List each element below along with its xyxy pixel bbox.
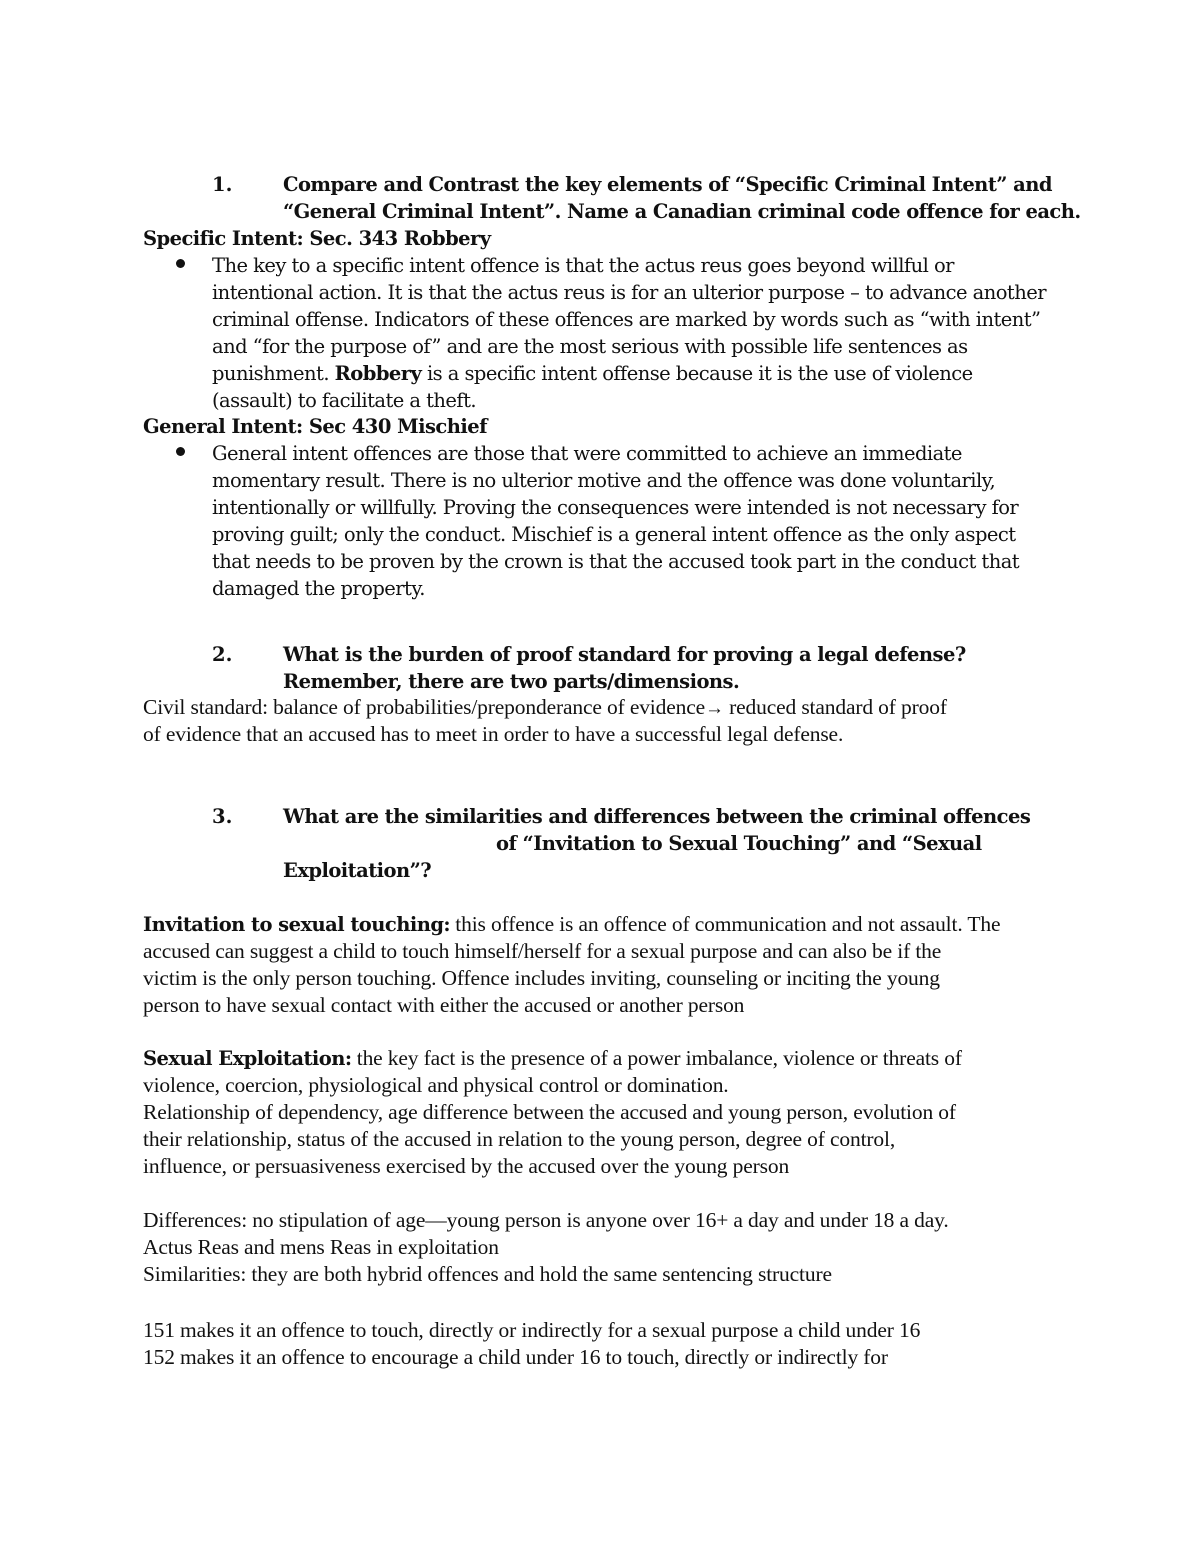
question-3-number: 3. <box>212 805 233 828</box>
exploitation-line: influence, or persuasiveness exercised by the accused over the young person <box>143 1154 790 1178</box>
question-2-line-1: What is the burden of proof standard for proving a legal defense? <box>283 643 966 666</box>
arrow-right-icon: → <box>705 698 724 719</box>
text-fragment: this offence is an offence of communication and not assault. The <box>450 912 1001 936</box>
specific-intent-text-line: and “for the purpose of” and are the most serious with possible life sentences as <box>212 335 968 358</box>
question-1-number: 1. <box>212 173 233 196</box>
specific-intent-text-line: criminal offense. Indicators of these offences are marked by words such as “with intent” <box>212 308 1041 331</box>
text-fragment: reduced standard of proof <box>723 695 947 719</box>
bullet-icon <box>176 259 185 268</box>
general-intent-text-line: momentary result. There is no ulterior motive and the offence was done voluntarily, <box>212 469 996 492</box>
general-intent-heading: General Intent: Sec 430 Mischief <box>143 415 487 438</box>
specific-intent-text-line: intentional action. It is that the actus reus is for an ulterior purpose – to advance another <box>212 281 1046 304</box>
general-intent-text-line: intentionally or willfully. Proving the consequences were intended is not necessary for <box>212 496 1019 519</box>
specific-intent-text-line: The key to a specific intent offence is that the actus reus goes beyond willful or <box>212 254 954 277</box>
question-2-number: 2. <box>212 643 233 666</box>
text-fragment: the key fact is the presence of a power imbalance, violence or threats of <box>351 1046 962 1070</box>
differences-line: Differences: no stipulation of age—young person is anyone over 16+ a day and under 18 a day. <box>143 1208 949 1232</box>
question-3-line-1: What are the similarities and differences between the criminal offences <box>283 805 1031 828</box>
similarities-line: Similarities: they are both hybrid offences and hold the same sentencing structure <box>143 1262 832 1286</box>
invitation-line: accused can suggest a child to touch himself/herself for a sexual purpose and can also be if the <box>143 939 942 963</box>
specific-intent-text-line <box>212 360 973 387</box>
section-152-line: 152 makes it an offence to encourage a child under 16 to touch, directly or indirectly for <box>143 1345 888 1369</box>
general-intent-text-line: proving guilt; only the conduct. Mischief is a general intent offence as the only aspect <box>212 523 1016 546</box>
invitation-line: person to have sexual contact with either the accused or another person <box>143 993 745 1017</box>
general-intent-text-line: damaged the property. <box>212 577 425 600</box>
text-fragment: punishment. <box>212 362 335 385</box>
question-3-line-2: of “Invitation to Sexual Touching” and “Sexual <box>496 832 982 855</box>
robbery-bold-term: Robbery <box>334 362 422 385</box>
question-1-line-1: Compare and Contrast the key elements of “Specific Criminal Intent” and <box>283 173 1052 196</box>
actus-reas-line: Actus Reas and mens Reas in exploitation <box>143 1235 499 1259</box>
section-151-line: 151 makes it an offence to touch, directly or indirectly for a sexual purpose a child under 16 <box>143 1318 921 1342</box>
specific-intent-heading: Specific Intent: Sec. 343 Robbery <box>143 227 491 250</box>
question-2-answer-line-2: of evidence that an accused has to meet in order to have a successful legal defense. <box>143 722 844 746</box>
invitation-line-1 <box>143 911 1000 938</box>
general-intent-text-line: that needs to be proven by the crown is that the accused took part in the conduct that <box>212 550 1020 573</box>
invitation-label: Invitation to sexual touching: <box>143 913 451 936</box>
exploitation-line: their relationship, status of the accused in relation to the young person, degree of control, <box>143 1127 896 1151</box>
specific-intent-text-line: (assault) to facilitate a theft. <box>212 389 477 412</box>
question-1-line-2: “General Criminal Intent”. Name a Canadian criminal code offence for each. <box>283 200 1081 223</box>
exploitation-line-1 <box>143 1045 962 1072</box>
text-fragment: Civil standard: balance of probabilities/preponderance of evidence <box>143 695 706 719</box>
text-fragment: is a specific intent offense because it is the use of violence <box>421 362 973 385</box>
invitation-line: victim is the only person touching. Offence includes inviting, counseling or inciting the young <box>143 966 940 990</box>
exploitation-label: Sexual Exploitation: <box>143 1047 352 1070</box>
question-2-answer-line-1 <box>143 694 947 722</box>
exploitation-line: Relationship of dependency, age difference between the accused and young person, evolution of <box>143 1100 956 1124</box>
general-intent-text-line: General intent offences are those that were committed to achieve an immediate <box>212 442 962 465</box>
question-2-line-2: Remember, there are two parts/dimensions. <box>283 670 740 693</box>
bullet-icon <box>176 447 185 456</box>
exploitation-line: violence, coercion, physiological and physical control or domination. <box>143 1073 729 1097</box>
question-3-line-3: Exploitation”? <box>283 859 432 882</box>
